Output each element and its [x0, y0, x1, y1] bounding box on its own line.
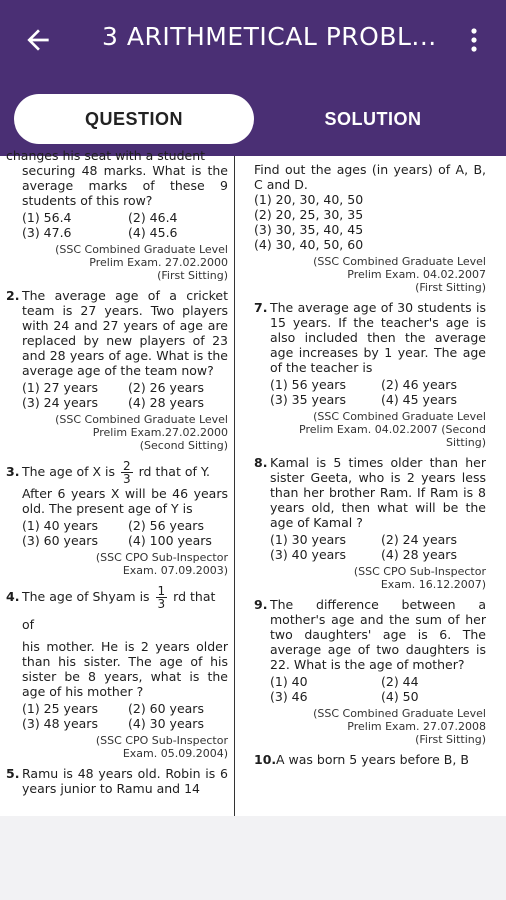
question-continuation-top: changes his seat with a student [6, 148, 206, 163]
option[interactable]: (3) 40 years [270, 547, 346, 562]
question-text: The difference between a mother's age and the sum of her two daughters' age is 6. The average age of two daughters is 22. What is the age of mother? [270, 597, 486, 672]
question-number: 7. [254, 300, 268, 315]
option[interactable]: (4) 100 years [128, 533, 212, 548]
right-column [254, 156, 486, 767]
question-10 [254, 752, 486, 767]
exam-source: (SSC CPO Sub-Inspector Exam. 07.09.2003) [95, 551, 228, 577]
question-number: 3. [6, 464, 20, 479]
question-8 [254, 455, 486, 591]
option[interactable]: (4) 28 years [381, 547, 457, 562]
option[interactable]: (1) 40 years [22, 518, 98, 533]
page-title: 3 ARITHMETICAL PROBL... [102, 22, 437, 51]
question-text: Kamal is 5 times older than her sister Geeta, who is 2 years less than her brother Ram. If Ram is 8 years old, then what will be the age of Kamal ? [270, 455, 486, 530]
question-number: 5. [6, 766, 20, 781]
arrow-left-icon[interactable] [22, 24, 54, 56]
option[interactable]: (4) 45.6 [128, 225, 178, 240]
option[interactable]: (2) 24 years [381, 532, 457, 547]
option[interactable]: (1) 56.4 [22, 210, 72, 225]
question-page[interactable] [0, 148, 506, 816]
options-list [22, 380, 228, 410]
options-list [254, 192, 486, 252]
option[interactable]: (1) 40 [270, 674, 308, 689]
question-text: The average age of 30 students is 15 years. If the teacher's age is also included then the average age increases by 1 year. The age of the teacher is [270, 300, 486, 375]
left-column [6, 148, 228, 796]
question-number: 2. [6, 288, 20, 303]
option[interactable]: (1) 25 years [22, 701, 98, 716]
options-list [22, 701, 228, 731]
options-list [270, 377, 486, 407]
question-4 [6, 583, 228, 760]
options-list [22, 210, 228, 240]
exam-source: (SSC CPO Sub-Inspector Exam. 05.09.2004) [95, 734, 228, 760]
question-number: 8. [254, 455, 268, 470]
option[interactable]: (2) 46.4 [128, 210, 178, 225]
tab-question[interactable]: QUESTION [14, 94, 254, 144]
question-continuation-text: securing 48 marks. What is the average marks of these 9 students of this row? [22, 163, 228, 208]
question-text: Ramu is 48 years old. Robin is 6 years junior to Ramu and 14 [22, 766, 228, 796]
option[interactable]: (1) 20, 30, 40, 50 [254, 192, 364, 207]
option[interactable]: (4) 30, 40, 50, 60 [254, 237, 364, 252]
option[interactable]: (4) 50 [381, 689, 419, 704]
option[interactable]: (2) 46 years [381, 377, 457, 392]
question-text: The average age of a cricket team is 27 years. Two players with 24 and 27 years of age are replaced by new players of 23 and 28 years of age. What is the average age of the team now? [22, 288, 228, 378]
question-text: After 6 years X will be 46 years old. The present age of Y is [22, 486, 228, 516]
tab-bar [0, 78, 506, 156]
option[interactable]: (4) 45 years [381, 392, 457, 407]
option[interactable]: (3) 46 [270, 689, 308, 704]
option[interactable]: (3) 35 years [270, 392, 346, 407]
options-list [270, 532, 486, 562]
question-continuation-text: Find out the ages (in years) of A, B, C and D. [254, 162, 486, 192]
question-number: 4. [6, 589, 20, 604]
option[interactable]: (1) 56 years [270, 377, 346, 392]
question-number: 9. [254, 597, 268, 612]
option[interactable]: (3) 47.6 [22, 225, 72, 240]
exam-source: (SSC Combined Graduate Level Prelim Exam. 27.07.2008 (First Sitting) [313, 707, 486, 746]
options-list [270, 674, 486, 704]
option[interactable]: (2) 20, 25, 30, 35 [254, 207, 364, 222]
option[interactable]: (3) 24 years [22, 395, 98, 410]
option[interactable]: (4) 28 years [128, 395, 204, 410]
option[interactable]: (2) 60 years [128, 701, 204, 716]
question-2 [6, 288, 228, 452]
column-divider [234, 156, 235, 816]
tab-solution[interactable]: SOLUTION [324, 108, 422, 129]
option[interactable]: (2) 44 [381, 674, 419, 689]
fraction: $\frac{2}{3}$ [123, 459, 131, 486]
exam-source: (SSC Combined Graduate Level Prelim Exam.27.02.2000 (Second Sitting) [55, 413, 228, 452]
exam-source: (SSC Combined Graduate Level Prelim Exam. 27.02.2000 (First Sitting) [55, 243, 228, 282]
option[interactable]: (3) 48 years [22, 716, 98, 731]
app-bar [0, 0, 506, 78]
options-list [22, 518, 228, 548]
option[interactable]: (1) 27 years [22, 380, 98, 395]
option[interactable]: (3) 30, 35, 40, 45 [254, 222, 364, 237]
option[interactable]: (2) 26 years [128, 380, 204, 395]
exam-source: (SSC CPO Sub-Inspector Exam. 16.12.2007) [353, 565, 486, 591]
option[interactable]: (4) 30 years [128, 716, 204, 731]
question-9 [254, 597, 486, 746]
question-7 [254, 300, 486, 449]
exam-source: (SSC Combined Graduate Level Prelim Exam. 04.02.2007 (Second Sitting) [299, 410, 486, 449]
question-text: his mother. He is 2 years older than his sister. The age of his sister be 8 years, what is the age of his mother ? [22, 639, 228, 699]
question-text: A was born 5 years before B, B [276, 752, 469, 767]
question-number: 10. [254, 752, 277, 767]
exam-source: (SSC Combined Graduate Level Prelim Exam. 04.02.2007 (First Sitting) [313, 255, 486, 294]
option[interactable]: (1) 30 years [270, 532, 346, 547]
fraction: $\frac{1}{3}$ [157, 584, 166, 611]
question-lead: The age of X is $\frac{2}{3}$ rd that of Y. [22, 459, 210, 486]
option[interactable]: (3) 60 years [22, 533, 98, 548]
question-5 [6, 766, 228, 796]
option[interactable]: (2) 56 years [128, 518, 204, 533]
more-vert-icon[interactable] [464, 24, 484, 56]
question-lead: The age of Shyam is $\frac{1}{3}$ rd that of [22, 584, 216, 632]
question-3 [6, 458, 228, 577]
